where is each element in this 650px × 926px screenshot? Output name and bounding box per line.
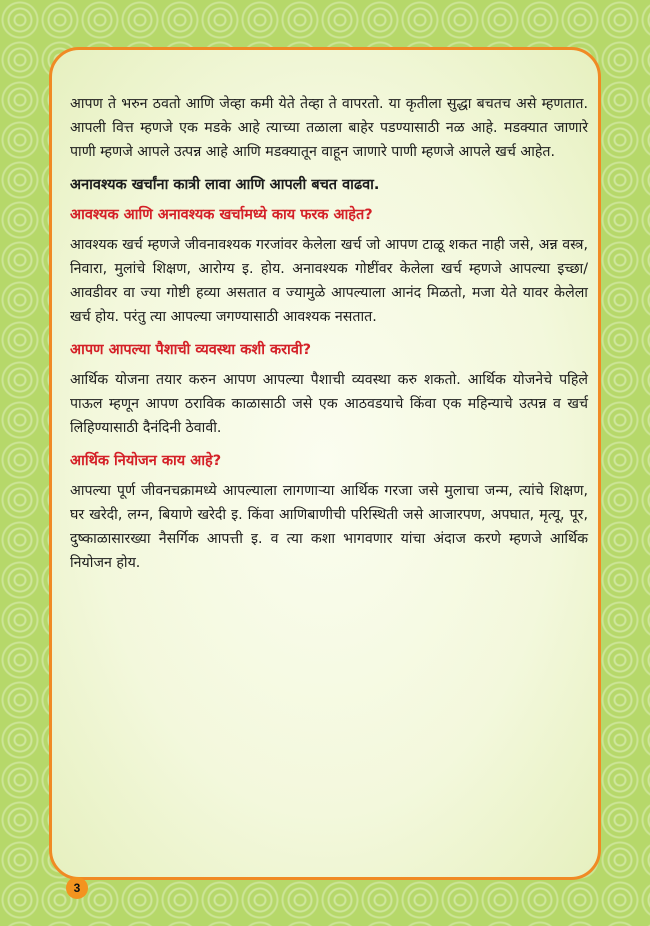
paragraph-needs-vs-wants: आवश्यक खर्च म्हणजे जीवनावश्यक गरजांवर केलेला खर्च जो आपण टाळू शकत नाही जसे, अन्न वस्त्र, निवारा, मुलांचे शिक्षण, आरोग्य इ. होय. अनावश्यक गोष्टींवर केलेला खर्च म्हणजे आपल्या इच्छा/आवडीवर वा ज्या गोष्टी हव्या असतात व ज्यामुळे आपल्याला आनंद मिळतो, मजा येते यावर केलेला खर्च होय. परंतु त्या आपल्या जगण्यासाठी आवश्यक नसतात. [70, 237, 588, 325]
section-heading-needs-vs-wants: आवश्यक आणि अनावश्यक खर्चामध्ये काय फरक आहेत? [70, 207, 373, 223]
paragraph-money-management: आर्थिक योजना तयार करुन आपण आपल्या पैशाची व्यवस्था करु शकतो. आर्थिक योजनेचे पहिले पाऊल म्हणून आपण ठराविक काळासाठी जसे एक आठवडयाचे किंवा एक महिन्याचे उत्पन्न व खर्च लिहिण्यासाठी दैनंदिनी ठेवावी. [70, 372, 588, 436]
paragraph-savings-pot: आपण ते भरुन ठवतो आणि जेव्हा कमी येते तेव्हा ते वापरतो. या कृतीला सुद्धा बचतच असे म्हणतात. आपली वित्त म्हणजे एक मडके आहे त्याच्या तळाला बाहेर पडण्यासाठी नळ आहे. मडक्यात जाणारे पाणी म्हणजे आपले उत्पन्न आहे आणि मडक्यातून वाहून जाणारे पाणी म्हणजे आपले खर्च आहेत. [70, 96, 588, 160]
section-heading-money-management: आपण आपल्या पैशाची व्यवस्था कशी करावी? [70, 342, 312, 358]
section-heading-financial-planning: आर्थिक नियोजन काय आहे? [70, 453, 222, 469]
paragraph-financial-planning: आपल्या पूर्ण जीवनचक्रामध्ये आपल्याला लागणाऱ्या आर्थिक गरजा जसे मुलाचा जन्म, त्यांचे शिक्षण, घर खरेदी, लग्न, बियाणे खरेदी इ. किंवा आणिबाणीची परिस्थिती जसे आजारपण, अपघात, मृत्यू, पूर, दुष्काळासारख्या नैसर्गिक आपत्ती इ. व त्या कशा भागवणार यांचा अंदाज करणे म्हणजे आर्थिक नियोजन होय. [70, 483, 588, 571]
page-content [70, 92, 588, 584]
page-number-badge: 3 [66, 877, 88, 899]
content-panel [49, 47, 601, 880]
cut-expenses-heading: अनावश्यक खर्चांना कात्री लावा आणि आपली बचत वाढवा. [70, 177, 380, 193]
